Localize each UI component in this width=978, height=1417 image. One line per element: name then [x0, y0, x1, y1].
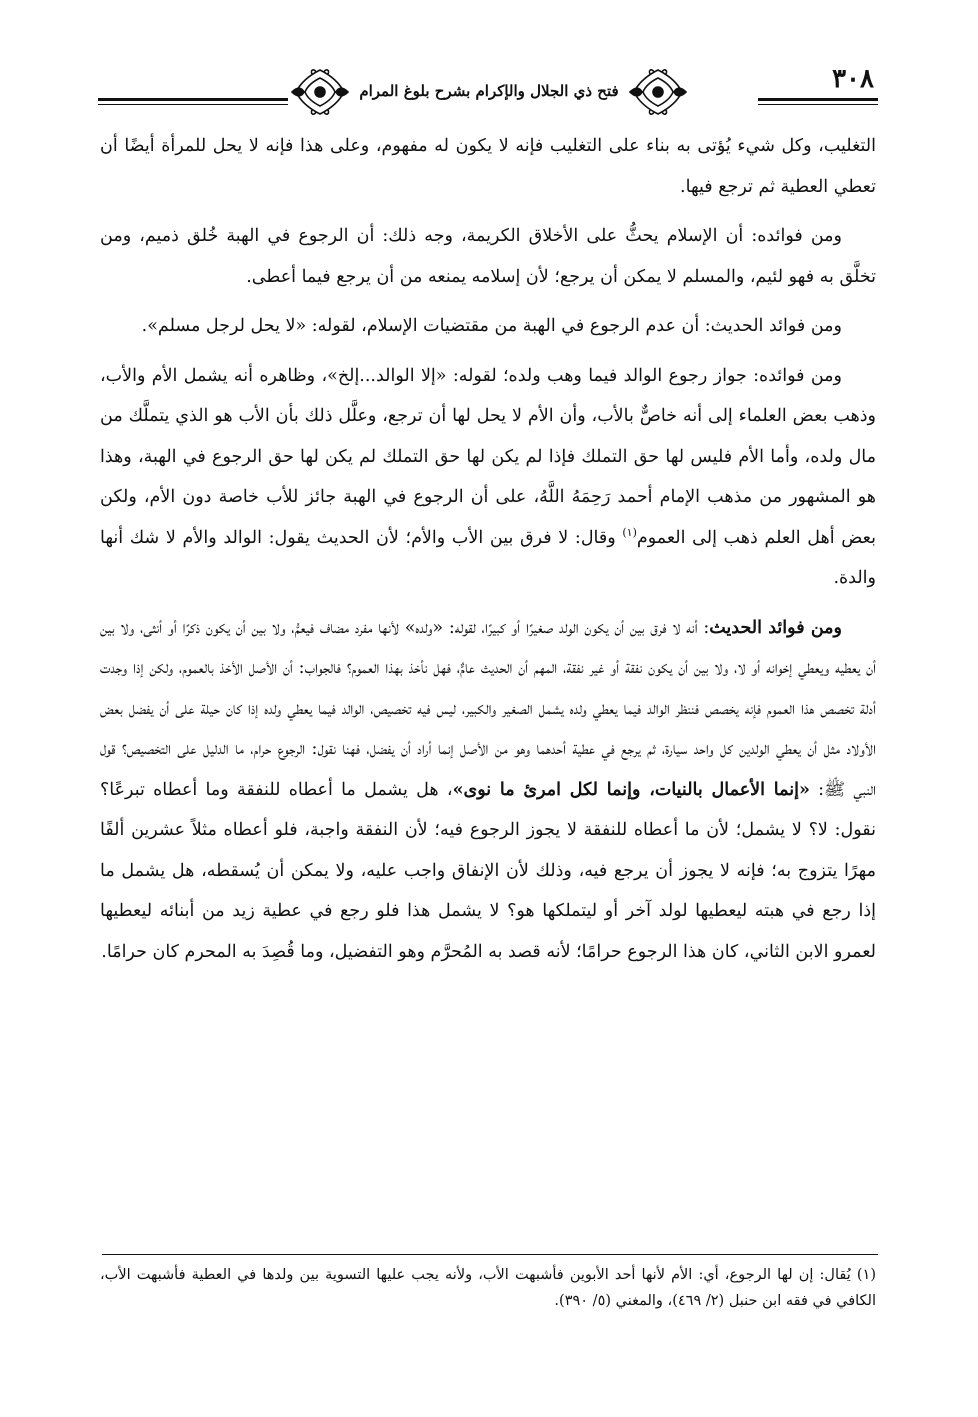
footnotes: [100, 1262, 876, 1314]
paragraph-5-lead: ومن فوائد الحديث: [709, 617, 842, 638]
running-title: فتح ذي الجلال والإكرام بشرح بلوغ المرام: [359, 82, 619, 100]
hadith-quote: «إنما الأعمال بالنيات، وإنما لكل امرئ ما نوى»: [452, 779, 810, 800]
paragraph-3: ومن فوائد الحديث: أن عدم الرجوع في الهبة من مقتضيات الإسلام، لقوله: «لا يحل لرجل مسلم».: [141, 316, 842, 336]
paragraph-4-text-b: وقال: لا فرق بين الأب والأم؛ لأن الحديث يقول: الوالد والأم لا شك أنها والدة.: [100, 527, 876, 588]
paragraph-2: ومن فوائده: أن الإسلام يحثُّ على الأخلاق الكريمة، وجه ذلك: أن الرجوع في الهبة خُلق ذميم، ومن تخلَّق به فهو لئيم، والمسلم لا يمكن أن يرجع؛ لأن إسلامه يمنعه من أن يرجع فيما أعطى.: [100, 226, 876, 287]
footnote-marker: (١): [622, 525, 637, 539]
paragraph-1: التغليب، وكل شيء يُؤتى به بناء على التغليب فإنه لا يكون له مفهوم، وعلى هذا فإنه لا يحل للمرأة أيضًا أن تعطي العطية ثم ترجع فيها.: [100, 136, 876, 197]
body-text: [100, 126, 876, 981]
paragraph-4-text-a: ومن فوائده: جواز رجوع الوالد فيما وهب ولده؛ لقوله: «إلا الوالد...إلخ»، وظاهره أنه يشمل الأم والأب، وذهب بعض العلماء إلى أنه خاصٌّ بالأب، وأن الأم لا يحل لها أن ترجع، وعلَّل ذلك بأن الأب هو الذي يتملَّك من مال ولده، وأما الأم فليس لها حق التملك فإذا لم يكن لها حق التملك لم يكن لها حق الرجوع في الهبة، وهذا هو المشهور من مذهب الإمام أحمد رَحِمَهُ اللَّهُ، على أن الرجوع في الهبة جائز للأب خاصة دون الأم، ولكن بعض أهل العلم ذهب إلى العموم: [100, 365, 876, 548]
paragraph-5-text-a: : أنه لا فرق بين أن يكون الولد صغيرًا أو كبيرًا، لقوله: «ولده» لأنها مفرد مضاف فيعمُّ، ولا بين أن يكون ذكرًا أو أنثى، ولا بين أن يعطيه ويعطي إخوانه أو لا، ولا بين أن يكون نفقة أو غير نفقة، المهم أن الحديث عامٌّ، فهل نأخذ بهذا العموم؟ فالجواب: أن الأصل الأخذ بالعموم، ولكن إذا وجدت أدلة تخصص هذا العموم فإنه يخصص فننظر الوالد فيما يعطي ولده يشمل الصغير والكبير، ليس فيه تخصيص، الوالد فيما يعطي ولده إذا كان حيلة على أن يفضل بعض الأولاد مثل أن يعطي الولدين كل واحد سيارة، ثم يرجع في عطية أحدهما وهو من الأصل إنما أراد أن يفضل، فهنا نقول: الرجوع حرام، ما الدليل على التخصيص؟ قول النبي ﷺ:: [100, 617, 876, 800]
paragraph-5-text-b: ، هل يشمل ما أعطاه للنفقة وما أعطاه تبرعًا؟ نقول: لا؟ لا يشمل؛ لأن ما أعطاه للنفقة لا يجوز الرجوع فيه؛ لأن النفقة واجبة، فلو أعطاه مثلاً عشرين ألفًا مهرًا يتزوج به؛ فإنه لا يجوز أن يرجع فيه، وذلك لأن الإنفاق واجب عليه، ولا يمكن أن يُسقطه، هل يشمل ما إذا رجع في هبته ليعطيها لولد آخر أو ليتملكها هو؟ لا يشمل هذا فلو رجع في عطية زيد من أبنائه ليعطيها لعمرو الابن الثاني، كان هذا الرجوع حرامًا؛ لأنه قصد به المُحرَّم وهو التفضيل، وما قُصِدَ به المحرم كان حرامًا.: [100, 779, 876, 962]
page-number: ٣٠٨: [832, 64, 874, 94]
header-rule-right-thin: [758, 104, 878, 105]
paragraph-5: [100, 608, 876, 973]
page-header: [98, 58, 878, 120]
header-rule-left: [98, 98, 288, 101]
paragraph-4: [100, 356, 876, 599]
header-rule-right: [758, 98, 878, 101]
footnote-1: (١) يُقال: إن لها الرجوع، أي: الأم لأنها أحد الأبوين فأشبهت الأب، ولأنه يجب عليها التسوية بين ولدها في العطية فأشبهت الأب، الكافي في فقه ابن حنبل (٢/ ٤٦٩)، والمغني (٥/ ٣٩٠).: [100, 1267, 876, 1309]
ornament-right-icon: [626, 66, 690, 118]
ornament-left-icon: [288, 66, 352, 118]
footnote-divider: [102, 1254, 878, 1255]
header-rule-left-thin: [98, 104, 288, 105]
